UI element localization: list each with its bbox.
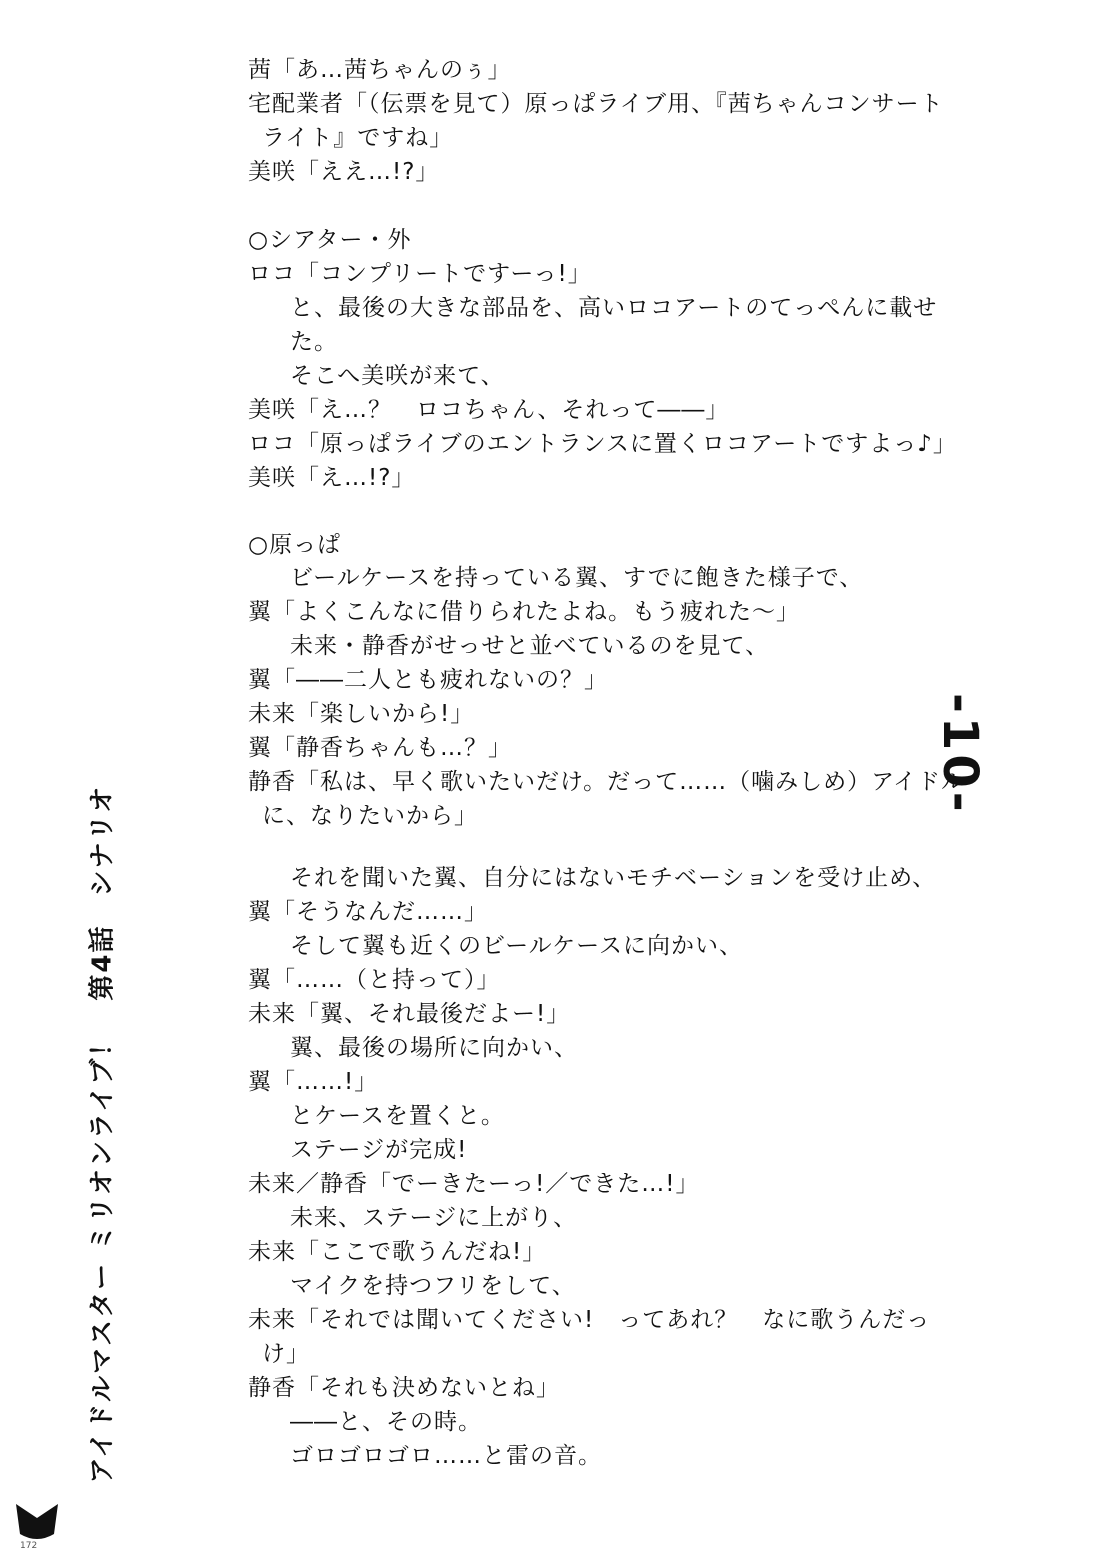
script-line: 翼「静香ちゃんも…？」 — [248, 735, 512, 761]
script-line: 未来「翼、それ最後だよー!」 — [248, 1001, 571, 1027]
script-line: に、なりたいから」 — [262, 803, 478, 829]
stage-direction: そして翼も近くのビールケースに向かい、 — [290, 933, 744, 959]
page-number: -10- — [932, 693, 988, 816]
stage-direction: ――と、その時。 — [290, 1409, 482, 1435]
stage-direction: 翼、最後の場所に向かい、 — [290, 1035, 578, 1061]
script-line: 未来「楽しいから!」 — [248, 701, 475, 727]
script-line: ロコ「原っぱライブのエントランスに置くロコアートですよっ♪」 — [248, 431, 957, 457]
script-line: 静香「それも決めないとね」 — [248, 1375, 560, 1401]
script-line: 美咲「え…？ ロコちゃん、それって――」 — [248, 397, 730, 423]
script-line: 翼「……（と持って）」 — [248, 967, 501, 993]
stage-direction: とケースを置くと。 — [290, 1103, 505, 1129]
scene-heading: ○シアター・外 — [248, 227, 412, 253]
scene-heading: ○原っぱ — [248, 532, 342, 558]
script-line: 未来「それでは聞いてください! ってあれ？ なに歌うんだっ — [248, 1307, 931, 1333]
script-line: ライト』ですね」 — [262, 125, 454, 151]
script-line: 翼「……!」 — [248, 1069, 379, 1095]
script-line: け」 — [262, 1341, 310, 1367]
script-line: 未来／静香「でーきたーっ!／できた…!」 — [248, 1171, 700, 1197]
script-line: 美咲「え…!?」 — [248, 465, 416, 491]
script-line: ロコ「コンプリートですーっ!」 — [248, 261, 592, 287]
script-line: 静香「私は、早く歌いたいだけ。だって……（噛みしめ）アイドル — [248, 769, 966, 795]
stage-direction: それを聞いた翼、自分にはないモチベーションを受け止め、 — [290, 865, 937, 891]
script-line: 未来「ここで歌うんだね!」 — [248, 1239, 547, 1265]
stage-direction: と、最後の大きな部品を、高いロコアートのてっぺんに載せ — [290, 295, 938, 321]
stage-direction: た。 — [290, 329, 338, 355]
script-line: 翼「そうなんだ……」 — [248, 899, 488, 925]
stage-direction: そこへ美咲が来て、 — [290, 363, 505, 389]
stage-direction: ビールケースを持っている翼、すでに飽きた様子で、 — [290, 565, 864, 591]
stage-direction: 未来、ステージに上がり、 — [290, 1205, 578, 1231]
stage-direction: ゴロゴロゴロ……と雷の音。 — [290, 1443, 602, 1469]
stage-direction: マイクを持つフリをして、 — [290, 1273, 576, 1299]
script-line: 美咲「ええ…!?」 — [248, 159, 440, 185]
script-line: 茜「あ…茜ちゃんのぅ」 — [248, 57, 512, 83]
script-line: 翼「よくこんなに借りられたよね。もう疲れた～」 — [248, 599, 800, 625]
stage-direction: ステージが完成! — [290, 1137, 468, 1163]
stage-direction: 未来・静香がせっせと並べているのを見て、 — [290, 633, 770, 659]
script-line: 宅配業者「（伝票を見て）原っぱライブ用、『茜ちゃんコンサート — [248, 91, 944, 117]
folio-number: 172 — [20, 1541, 38, 1551]
logo-icon — [14, 1500, 60, 1540]
book-side-title: アイドルマスター ミリオンライブ！ 第4話 シナリオ — [87, 784, 118, 1484]
script-line: 翼「――二人とも疲れないの？」 — [248, 667, 608, 693]
